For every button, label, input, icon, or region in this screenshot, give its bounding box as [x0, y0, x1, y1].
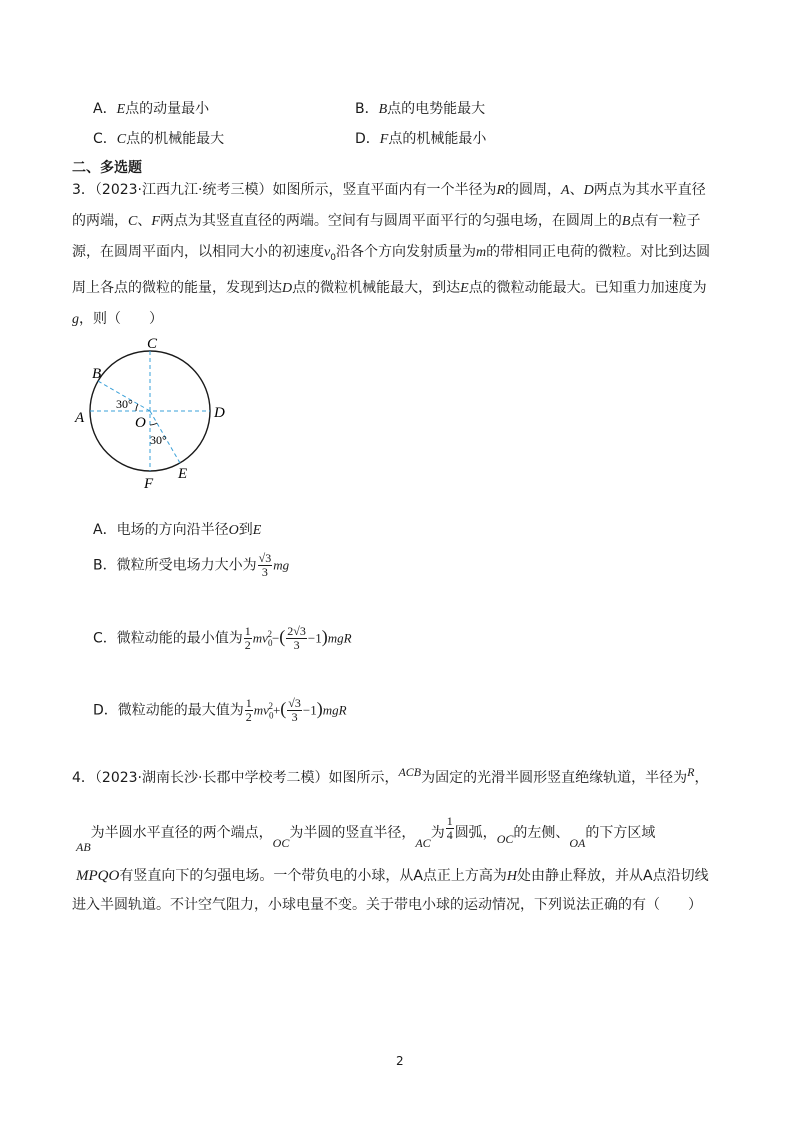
fraction: $\frac{√3}{3}$ — [258, 551, 272, 579]
q4-line-2: AB为半圆水平直径的两个端点，OC为半圆的竖直半径，AC为 $\frac{1}{4}$ 圆弧，OC的左侧、OA的下方区域 — [76, 814, 656, 854]
q3-line-4: 周上各点的微粒的能量，发现到达D点的微粒机械能最大，到达E点的微粒动能最大。已知重力加速度为 — [72, 279, 707, 296]
label-b: B — [92, 366, 102, 382]
label-c: C — [147, 336, 158, 352]
q3-line-5: g，则（ ） — [72, 310, 163, 327]
q3-option-b: B．微粒所受电场力大小为 $\frac{√3}{3}$ mg — [93, 551, 290, 579]
label-a: A — [75, 410, 85, 426]
label-e: E — [178, 466, 188, 482]
section-heading: 二、多选题 — [72, 160, 142, 176]
angle-arc-2 — [150, 423, 157, 425]
q3-line-1: 3．（2023·江西九江·统考三模）如图所示，竖直平面内有一个半径为R的圆周，A、D两点为其水平直径 — [72, 182, 706, 198]
q4-line-3: MPQO有竖直向下的匀强电场。一个带负电的小球，从A点正上方高为H处由静止释放，并从A点沿切线 — [76, 868, 709, 884]
angle-label-1: 30° — [116, 397, 133, 411]
q4-line-4: 进入半圆轨道。不计空气阻力，小球电量不变。关于带电小球的运动情况，下列说法正确的有（ ） — [72, 897, 702, 913]
fraction-root: $\frac{√3}{3}$ — [288, 696, 301, 724]
angle-arc-1 — [136, 404, 138, 411]
q2-option-d: D．F点的机械能最小 — [355, 131, 487, 147]
q4-line-1: 4．（2023·湖南长沙·长郡中学校考二模）如图所示，ACB为固定的光滑半圆形竖直绝缘轨道，半径为R， — [72, 765, 709, 786]
fraction-half: $\frac{1}{2}$ — [244, 624, 251, 652]
q2-option-c: C．C点的机械能最大 — [93, 131, 225, 147]
fraction-root: $\frac{2√3}{3}$ — [287, 624, 306, 652]
q3-text — [72, 176, 732, 334]
fraction-half: $\frac{1}{2}$ — [245, 696, 252, 724]
label-d: D — [214, 405, 225, 421]
fraction-quarter: $\frac{1}{4}$ — [446, 814, 453, 842]
q3-option-d: D．微粒动能的最大值为 $\frac{1}{2}$ $mv_0^2+$( $\frac{√3}{3}$ −1)mgR — [93, 696, 347, 724]
label-o: O — [135, 415, 146, 431]
q2-option-a: A．E点的动量最小 — [93, 101, 210, 117]
page-number: 2 — [396, 1054, 404, 1068]
q2-option-b: B．B点的电势能最大 — [355, 101, 486, 117]
q3-line-3: 源，在圆周平面内，以相同大小的初速度$v_0$沿各个方向发射质量为m的带相同正电荷的微粒。对比到达圆 — [72, 244, 711, 263]
q3-option-a: A．电场的方向沿半径O到E — [93, 522, 262, 538]
circle-diagram — [70, 330, 250, 495]
q3-option-c: C．微粒动能的最小值为 $\frac{1}{2}$ $mv_0^2-$( $\frac{2√3}{3}$ −1)mgR — [93, 624, 352, 652]
q3-line-2: 的两端，C、F两点为其竖直直径的两端。空间有与圆周平面平行的匀强电场，在圆周上的B点有一粒子 — [72, 213, 701, 229]
label-f: F — [144, 476, 154, 492]
angle-label-2: 30° — [150, 433, 167, 447]
